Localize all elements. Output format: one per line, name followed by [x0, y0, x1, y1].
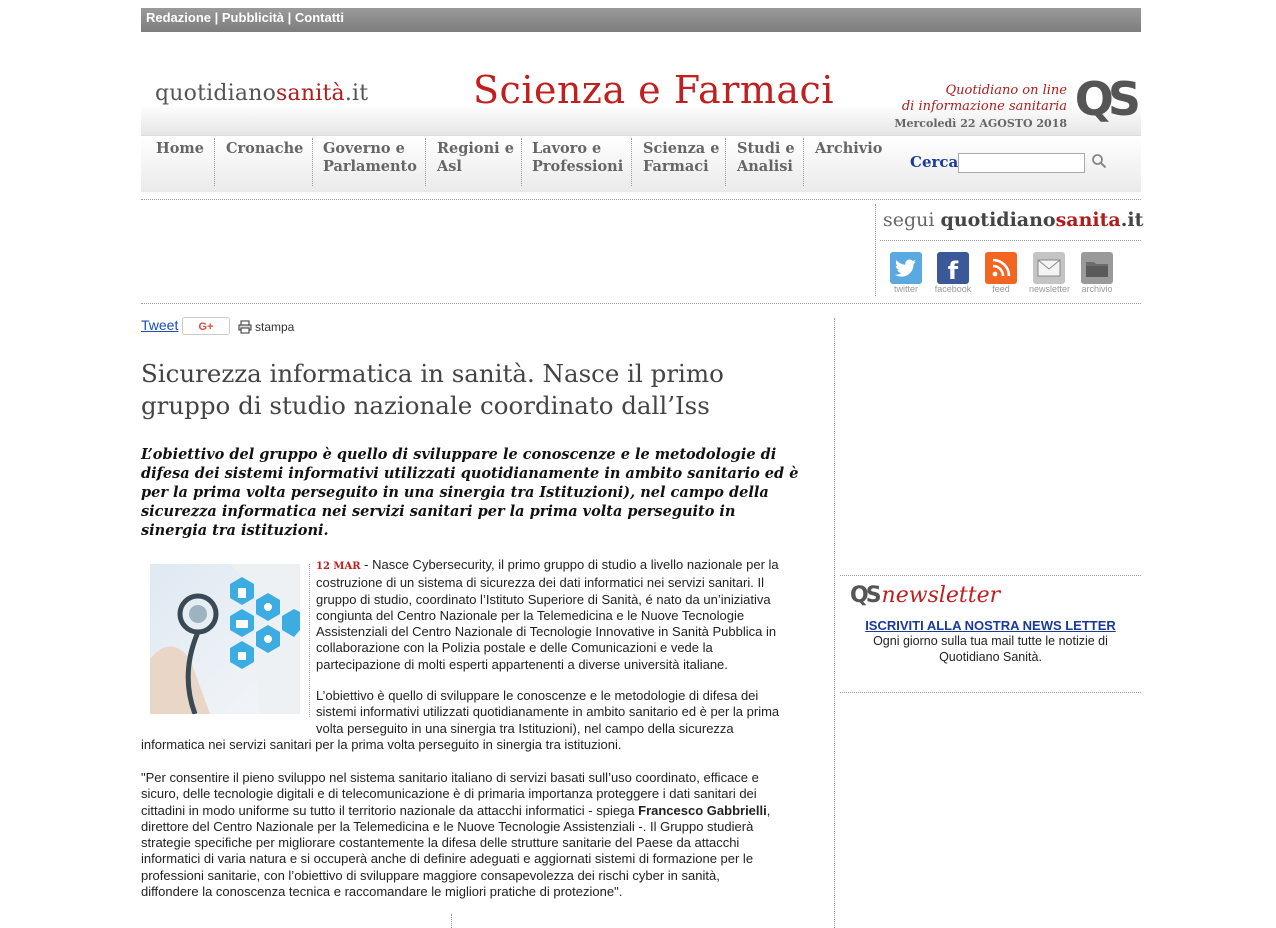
- nav-separator: [425, 138, 426, 186]
- social-feed[interactable]: [981, 252, 1021, 294]
- section-title: Scienza e Farmaci: [473, 68, 834, 112]
- tagline-line-1: Quotidiano on line: [945, 83, 1067, 98]
- divider: [840, 575, 1141, 576]
- nav-item-governo-parlamento[interactable]: Governo e Parlamento: [323, 140, 417, 175]
- social-archivio[interactable]: [1077, 252, 1117, 294]
- follow-heading: segui quotidianosanita.it: [883, 209, 1144, 231]
- nav-separator: [312, 138, 313, 186]
- social-label: twitter: [893, 284, 918, 294]
- folder-icon: [1081, 252, 1113, 284]
- topbar-link-redazione[interactable]: Redazione: [146, 10, 212, 25]
- divider: [875, 204, 876, 296]
- nav-item-scienza-farmaci[interactable]: Scienza e Farmaci: [643, 140, 720, 175]
- top-utility-bar: Redazione | Pubblicità | Contatti: [141, 8, 1141, 32]
- rss-feed-icon: [985, 252, 1017, 284]
- qs-logo-mark[interactable]: QS: [1074, 72, 1135, 126]
- facebook-icon: f: [937, 252, 969, 284]
- tweet-button[interactable]: Tweet: [141, 317, 179, 333]
- topbar-link-pubblicita[interactable]: Pubblicità: [221, 10, 285, 25]
- print-button[interactable]: stampa: [238, 320, 294, 334]
- nav-item-archivio[interactable]: Archivio: [815, 140, 883, 157]
- tagline-line-2: di informazione sanitaria: [901, 99, 1067, 114]
- social-facebook[interactable]: [933, 252, 973, 294]
- newsletter-heading: QS newsletter: [850, 583, 1001, 608]
- nav-item-regioni-asl[interactable]: Regioni e Asl: [437, 140, 514, 175]
- article-title: Sicurezza informatica in sanità. Nasce il primo gruppo di studio nazionale coordinato dall’Iss: [141, 359, 724, 420]
- quoted-person: Francesco Gabbrielli: [638, 802, 767, 818]
- article-lead: L’obiettivo del gruppo è quello di sviluppare le conoscenze e le metodologie di difesa dei sistemi informativi utilizzati quotidianamente in ambito sanitario ed è per la prima volta perseguito in una sinergia tra Istituzioni), nel campo della sicurezza informatica nei servizi sanitari per la prima volta perseguito in sinergia tra istituzioni.: [141, 446, 799, 539]
- nav-separator: [521, 138, 522, 186]
- main-navigation: [141, 135, 1141, 192]
- article-image: [150, 564, 300, 714]
- divider: [141, 303, 1141, 304]
- current-date: Mercoledì 22 AGOSTO 2018: [894, 117, 1067, 130]
- divider: [451, 914, 452, 928]
- nav-item-cronache[interactable]: Cronache: [226, 140, 304, 157]
- article-paragraph-2: L’obiettivo è quello di sviluppare le conoscenze e le metodologie di difesa dei sistemi informativi utilizzati quotidianamente in ambito sanitario ed è per la prima volta perseguito in una sinergia tra Istituzioni), nel campo della sicurezza: [316, 688, 780, 736]
- divider: [840, 692, 1141, 693]
- social-label: facebook: [934, 284, 972, 294]
- article-paragraph-2-end: informatica nei servizi sanitari per la prima volta perseguito in sinergia tra istituzioni.: [141, 737, 622, 752]
- article-date: 12 MAR: [316, 561, 361, 572]
- divider: [880, 240, 1141, 241]
- qs-newsletter-mark: QS: [850, 583, 879, 608]
- printer-icon: [238, 320, 252, 334]
- newsletter-subscribe-link[interactable]: ISCRIVITI ALLA NOSTRA NEWS LETTER: [865, 618, 1116, 633]
- nav-item-home[interactable]: Home: [156, 140, 204, 157]
- site-logo[interactable]: quotidianosanità.it: [155, 81, 369, 106]
- nav-separator: [214, 138, 215, 186]
- search-input[interactable]: [958, 153, 1085, 173]
- nav-separator: [631, 138, 632, 186]
- newsletter-description: Ogni giorno sulla tua mail tutte le notizie di Quotidiano Sanità.: [873, 634, 1108, 664]
- column-divider: [834, 318, 835, 928]
- social-label: feed: [992, 284, 1010, 294]
- divider: [309, 564, 310, 717]
- twitter-icon: [890, 252, 922, 284]
- social-newsletter[interactable]: [1029, 252, 1069, 294]
- site-header: [141, 8, 1141, 192]
- nav-item-studi-analisi[interactable]: Studi e Analisi: [737, 140, 795, 175]
- article-paragraph-3: "Per consentire il pieno sviluppo nel sistema sanitario italiano di servizi basati sull’uso coordinato, efficace e sicuro, delle tecnologie digitali e di telecomunicazione è di primaria importanza proteggere i dati sanitari dei cittadini in modo uniforme su tutto il territorio nazionale da attacchi informatici - spiega Francesco Gabbrielli, direttore del Centro Nazionale per la Telemedicina e le Nuove Tecnologie Assistenziali -. Il Gruppo studierà strategie specifiche per migliorare costantemente la difesa delle strutture sanitarie del Paese da attacchi informatici di varia natura e si occuperà anche di definire adeguati e aggiornati sistemi di formazione per le professioni sanitarie, con l’obiettivo di sviluppare maggiore consapevolezza dei rischi cyber in sanità, diffondere la conoscenza tecnica e raccomandare le migliori pratiche di protezione".: [141, 770, 771, 900]
- social-label: newsletter: [1029, 284, 1071, 294]
- google-plus-button[interactable]: G+: [182, 317, 230, 335]
- nav-item-lavoro-professioni[interactable]: Lavoro e Professioni: [532, 140, 624, 175]
- topbar-link-contatti[interactable]: Contatti: [294, 10, 344, 25]
- divider: [141, 199, 1141, 200]
- nav-separator: [803, 138, 804, 186]
- social-label: archivio: [1081, 284, 1113, 294]
- nav-separator: [725, 138, 726, 186]
- masthead: [141, 32, 1141, 135]
- search-icon[interactable]: [1091, 153, 1107, 169]
- article-paragraph-1: 12 MAR - Nasce Cybersecurity, il primo gruppo di studio a livello nazionale per la costruzione di un sistema di sicurezza dei dati informatici nei servizi sanitari. Il gruppo di studio, coordinato l’Istituto Superiore di Sanità, é nato da un’iniziativa congiunta del Centro Nazionale per la Telemedicina e le Nuove Tecnologie Assistenziali del Centro Nazionale di Tecnologie Innovative in Sanità Pubblica in collaborazione con la Polizia postale e delle Comunicazioni e vede la partecipazione di molti esperti appartenenti a diverse università italiane.: [316, 557, 779, 672]
- social-twitter[interactable]: [886, 252, 926, 294]
- envelope-icon: [1033, 252, 1065, 284]
- search-label: Cerca: [910, 153, 959, 171]
